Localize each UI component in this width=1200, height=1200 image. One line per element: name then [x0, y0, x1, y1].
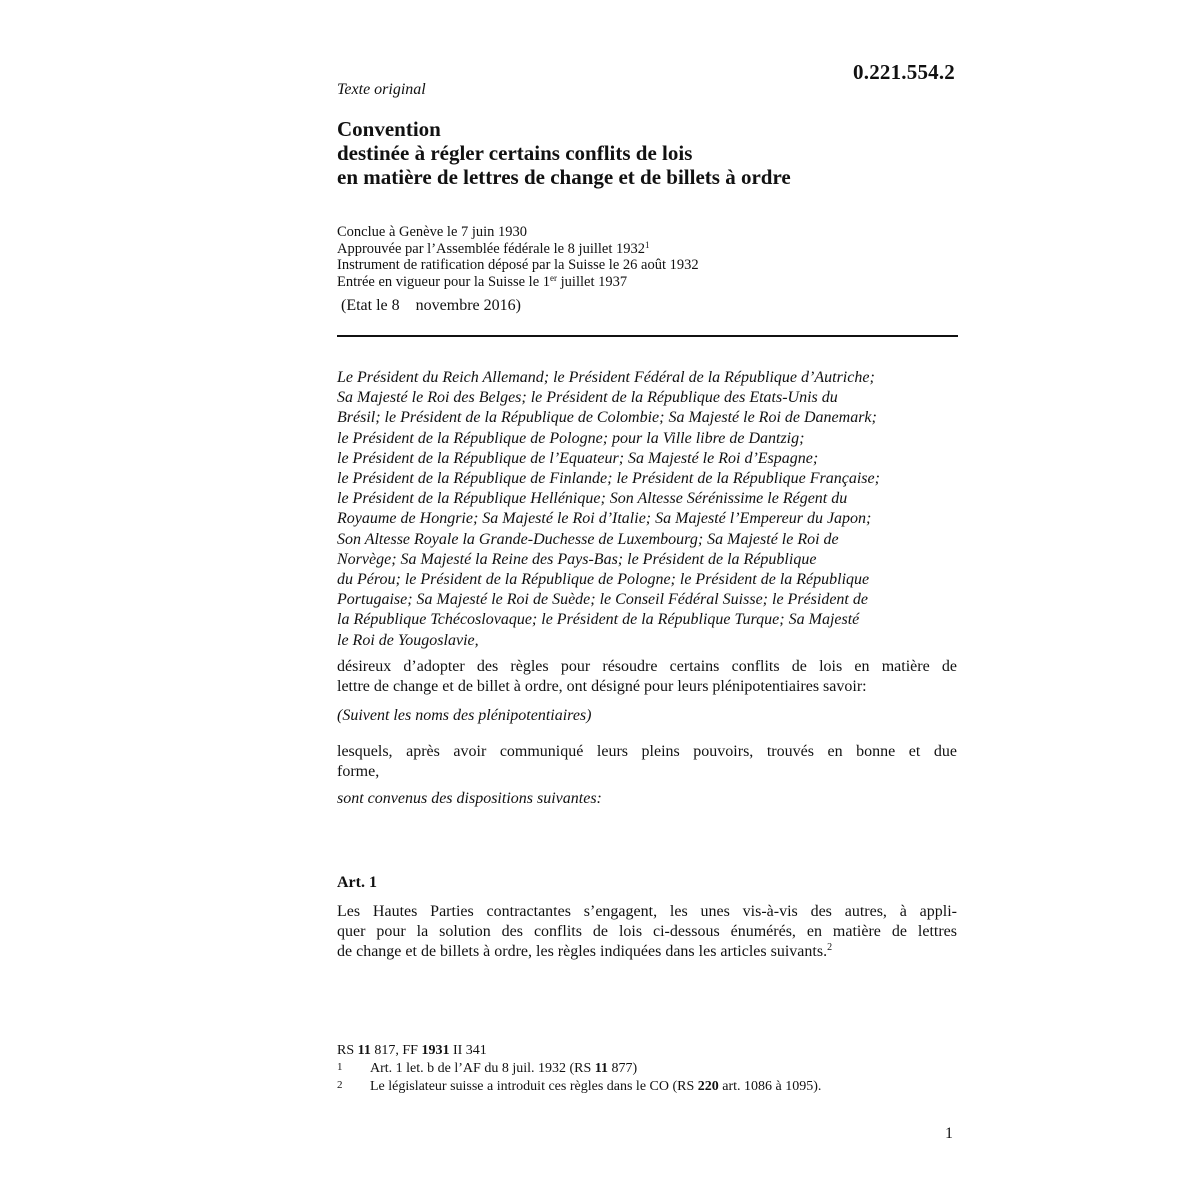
preamble-line: le Président de la République de Pologne; pour la Ville libre de Dantzig;: [337, 429, 805, 447]
lesquels-paragraph: [337, 742, 957, 782]
document-title: [337, 117, 957, 189]
approval-date: [337, 241, 957, 258]
preamble-line: du Pérou; le Président de la République de Pologne; le Président de la République: [337, 571, 870, 589]
lesquels-line-2: forme,: [337, 763, 380, 780]
preamble-line: la République Tchécoslovaque; le Président de la République Turque; Sa Majesté: [337, 611, 860, 629]
plenipotentiaries-note: (Suivent les noms des plénipotentiaires): [337, 707, 592, 724]
preamble: [337, 368, 962, 651]
source-volume-2: 1931: [421, 1043, 450, 1058]
approval-footnote-ref: 1: [645, 239, 650, 250]
preamble-line: le Roi de Yougoslavie,: [337, 631, 479, 649]
entry-ordinal: er: [550, 272, 558, 283]
title-line-3: en matière de lettres de change et de billets à ordre: [337, 165, 791, 189]
desirous-line-2: lettre de change et de billet à ordre, ont désigné pour leurs plénipotentiaires savoir:: [337, 678, 867, 695]
preamble-line: le Président de la République de Finlande; le Président de la République Française;: [337, 470, 880, 488]
page-number: 1: [945, 1125, 953, 1142]
footnote-1-bold: 11: [594, 1061, 609, 1076]
article-1-line-3: [337, 942, 957, 962]
desirous-line-1: désireux d’adopter des règles pour résoudre certains conflits de lois en matière de: [337, 658, 957, 675]
source-middle: 817, FF: [370, 1043, 422, 1058]
preamble-line: Norvège; Sa Majesté la Reine des Pays-Bas; le Président de la République: [337, 550, 817, 568]
ratification-date: Instrument de ratification déposé par la Suisse le 26 août 1932: [337, 257, 699, 273]
preamble-line: le Président de la République de l’Equateur; Sa Majesté le Roi d’Espagne;: [337, 449, 819, 467]
entry-into-force-date: [337, 274, 957, 291]
footnote-2-number: 2: [337, 1079, 343, 1091]
preamble-line: Portugaise; Sa Majesté le Roi de Suède; le Conseil Fédéral Suisse; le Président de: [337, 591, 868, 609]
source-suffix: II 341: [449, 1043, 487, 1058]
convention-metadata: [337, 224, 957, 290]
footnote-2-prefix: Le législateur suisse a introduit ces règles dans le CO (RS: [370, 1079, 698, 1094]
title-line-1: Convention: [337, 117, 441, 141]
footnote-1-prefix: Art. 1 let. b de l’AF du 8 juil. 1932 (RS: [370, 1061, 595, 1076]
article-1-line-2: quer pour la solution des conflits de lois ci-dessous énumérés, en matière de lettres: [337, 923, 957, 940]
title-line-2: destinée à régler certains conflits de lois: [337, 141, 693, 165]
source-prefix: RS: [337, 1043, 358, 1058]
article-1-heading: Art. 1: [337, 874, 377, 891]
approval-text: Approuvée par l’Assemblée fédérale le 8 juillet 1932: [337, 240, 646, 257]
footnote-1: [337, 1059, 957, 1077]
entry-prefix: Entrée en vigueur pour la Suisse le 1: [337, 273, 551, 290]
preamble-line: le Président de la République Hellénique; Son Altesse Sérénissime le Régent du: [337, 490, 848, 508]
document-number: 0.221.554.2: [853, 60, 955, 84]
preamble-line: Sa Majesté le Roi des Belges; le Président de la République des Etats-Unis du: [337, 389, 838, 407]
preamble-line: Son Altesse Royale la Grande-Duchesse de Luxembourg; Sa Majesté le Roi de: [337, 530, 839, 548]
footnote-2-bold: 220: [697, 1079, 719, 1094]
header-divider: [337, 335, 958, 337]
footnote-2-suffix: art. 1086 à 1095).: [718, 1079, 822, 1094]
footnote-2: [337, 1077, 957, 1095]
preamble-line: Brésil; le Président de la République de Colombie; Sa Majesté le Roi de Danemark;: [337, 409, 877, 427]
footnote-1-suffix: 877): [608, 1061, 638, 1076]
concluded-date: Conclue à Genève le 7 juin 1930: [337, 224, 528, 240]
agreed-provisions-line: sont convenus des dispositions suivantes:: [337, 790, 602, 807]
text-original-label: Texte original: [337, 81, 426, 98]
article-1-line-3-text: de change et de billets à ordre, les règles indiquées dans les articles suivants.: [337, 943, 828, 960]
state-date: (Etat le 8 novembre 2016): [341, 297, 521, 314]
article-1-line-1: Les Hautes Parties contractantes s’engagent, les unes vis-à-vis des autres, à appli-: [337, 903, 957, 920]
source-volume-1: 11: [357, 1043, 371, 1058]
article-1-text: [337, 902, 957, 962]
preamble-line: Le Président du Reich Allemand; le Président Fédéral de la République d’Autriche;: [337, 369, 875, 386]
preamble-line: Royaume de Hongrie; Sa Majesté le Roi d’Italie; Sa Majesté l’Empereur du Japon;: [337, 510, 872, 528]
desirous-paragraph: [337, 657, 957, 697]
entry-suffix: juillet 1937: [557, 273, 628, 290]
lesquels-line-1: lesquels, après avoir communiqué leurs pleins pouvoirs, trouvés en bonne et due: [337, 743, 957, 760]
footnote-1-number: 1: [337, 1061, 343, 1073]
footnotes: [337, 1043, 957, 1095]
source-reference: [337, 1043, 957, 1059]
article-1-footnote-ref: 2: [827, 942, 833, 953]
